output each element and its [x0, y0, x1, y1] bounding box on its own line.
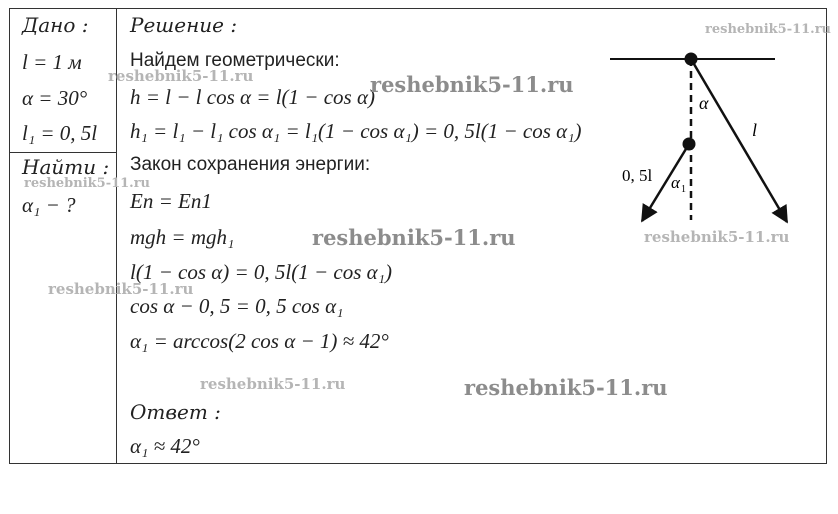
watermark: reshebnik5-11.ru [705, 22, 832, 37]
solution-line: h = l − l cos α = l(1 − cos α) [130, 85, 375, 109]
solution-line: Eп = Eп1 [130, 189, 212, 213]
alpha1-subscript: 1 [681, 184, 686, 195]
solution-line: Закон сохранения энергии: [130, 154, 371, 175]
given-angle: α = 30° [22, 86, 88, 110]
given-length: l = 1 м [22, 50, 82, 74]
given-header: Дано : [22, 13, 89, 37]
alpha1-label: α [671, 173, 680, 192]
answer-value: α₁ ≈ 42° [130, 434, 200, 458]
solution-header: Решение : [130, 13, 238, 37]
solution-line: Найдем геометрически: [130, 50, 340, 71]
watermark: reshebnik5-11.ru [200, 375, 346, 393]
find-header: Найти : [22, 155, 110, 179]
watermark: reshebnik5-11.ru [312, 225, 516, 250]
watermark: reshebnik5-11.ru [464, 375, 668, 400]
half-l-label: 0, 5l [622, 166, 653, 185]
solution-line: l(1 − cos α) = 0, 5l(1 − cos α₁) [130, 260, 392, 284]
suspension-point [685, 53, 698, 66]
answer-header: Ответ : [130, 400, 221, 424]
solution-line: cos α − 0, 5 = 0, 5 cos α₁ [130, 294, 344, 318]
long-thread-arrow [691, 59, 787, 222]
solution-line: h₁ = l₁ − l₁ cos α₁ = l₁(1 − cos α₁) = 0, 5l(1 − cos α₁) [130, 119, 582, 143]
watermark: reshebnik5-11.ru [48, 280, 194, 298]
watermark: reshebnik5-11.ru [370, 72, 574, 97]
given-length-1: l₁ = 0, 5l [22, 121, 98, 145]
pendulum-diagram [600, 40, 815, 230]
watermark: reshebnik5-11.ru [644, 228, 790, 246]
given-find-divider [9, 152, 117, 153]
alpha-label: α [699, 93, 709, 113]
l-label: l [752, 120, 758, 140]
watermark: reshebnik5-11.ru [24, 176, 151, 191]
find-item: α₁ − ? [22, 193, 76, 217]
solution-line: mgh = mgh₁ [130, 225, 235, 249]
peg-point [683, 138, 696, 151]
watermark: reshebnik5-11.ru [108, 67, 254, 85]
solution-line: α₁ = arccos(2 cos α − 1) ≈ 42° [130, 329, 389, 353]
